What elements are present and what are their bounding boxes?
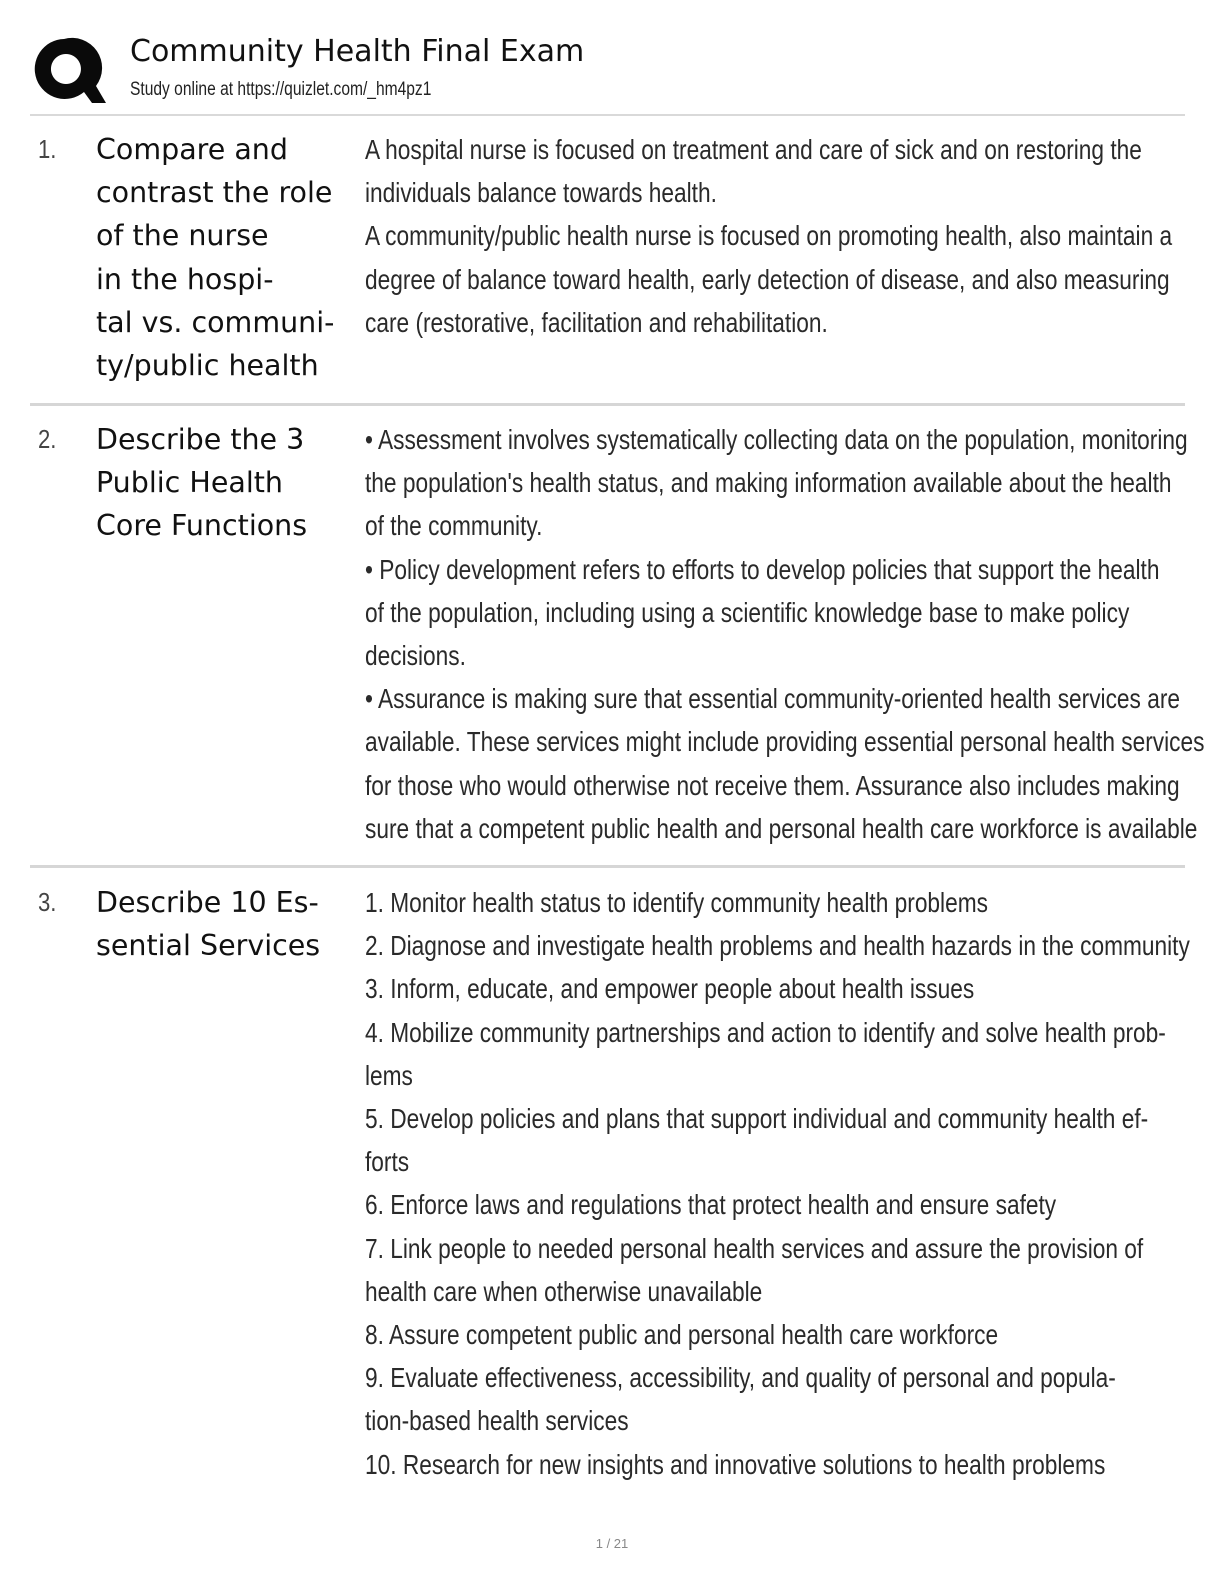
flashcard-3 [30, 881, 1190, 1491]
term-line: ty/public health [96, 349, 319, 383]
card-number: 3. [38, 887, 57, 917]
definition-line: of the community. [365, 510, 543, 542]
term-line: sential Services [96, 929, 321, 963]
definition-line: tion-based health services [365, 1405, 629, 1437]
term-line: in the hospi- [96, 262, 274, 296]
term-line: contrast the role [96, 176, 333, 210]
card-term [96, 881, 348, 967]
definition-line: 4. Mobilize community partnerships and action to identify and solve health prob- [365, 1016, 1166, 1048]
definition-line: 8. Assure competent public and personal health care workforce [365, 1319, 999, 1351]
definition-line: forts [365, 1146, 410, 1178]
definition-line: sure that a competent public health and personal health care workforce is available [365, 812, 1198, 844]
flashcard-1 [30, 128, 1185, 406]
page-header [30, 28, 1185, 116]
definition-line: lems [365, 1059, 413, 1091]
flashcard-2 [30, 418, 1205, 868]
definition-line: 5. Develop policies and plans that support individual and community health ef- [365, 1103, 1149, 1135]
term-line: Compare and [96, 133, 288, 166]
term-line: of the nurse [96, 219, 269, 253]
page-indicator: 1 / 21 [595, 1536, 629, 1551]
definition-line: A hospital nurse is focused on treatment and care of sick and on restoring the [365, 134, 1142, 165]
definition-line: available. These services might include providing essential personal health services [365, 726, 1205, 758]
term-line: tal vs. communi- [96, 305, 335, 339]
definition-line: 2. Diagnose and investigate health problems and health hazards in the community [365, 930, 1190, 962]
definition-line: 6. Enforce laws and regulations that protect health and ensure safety [365, 1189, 1057, 1221]
definition-line: health care when otherwise unavailable [365, 1275, 763, 1307]
study-online-link[interactable]: Study online at https://quizlet.com/_hm4pz1 [130, 79, 432, 100]
definition-line: decisions. [365, 640, 466, 672]
card-definition [365, 881, 1190, 1486]
definition-line: the population's health status, and making information available about the health [365, 467, 1172, 499]
page-title: Community Health Final Exam [130, 34, 585, 69]
definition-line: 10. Research for new insights and innovative solutions to health problems [365, 1448, 1106, 1480]
definition-line: degree of balance toward health, early detection of disease, and also measuring [365, 263, 1170, 295]
definition-line: 1. Monitor health status to identify community health problems [365, 887, 988, 918]
definition-line: • Assurance is making sure that essential community-oriented health services are [365, 683, 1180, 715]
term-line: Public Health [96, 466, 283, 500]
definition-line: 3. Inform, educate, and empower people about health issues [365, 973, 975, 1005]
definition-line: A community/public health nurse is focused on promoting health, also maintain a [365, 220, 1173, 252]
term-line: Describe 10 Es- [96, 886, 319, 919]
card-definition [365, 418, 1205, 850]
definition-line: 9. Evaluate effectiveness, accessibility, and quality of personal and popula- [365, 1362, 1116, 1394]
term-line: Describe the 3 [96, 423, 305, 456]
term-line: Core Functions [96, 509, 308, 543]
card-number: 1. [38, 134, 57, 164]
card-number: 2. [38, 424, 57, 454]
definition-line: • Policy development refers to efforts to develop policies that support the health [365, 553, 1160, 585]
definition-line: individuals balance towards health. [365, 177, 717, 209]
card-term [96, 128, 348, 387]
definition-line: of the population, including using a scientific knowledge base to make policy [365, 596, 1130, 628]
definition-line: 7. Link people to needed personal health services and assure the provision of [365, 1232, 1144, 1264]
card-definition [365, 128, 1173, 344]
quizlet-q-logo-icon [30, 31, 110, 111]
definition-line: care (restorative, facilitation and rehabilitation. [365, 306, 828, 338]
definition-line: • Assessment involves systematically collecting data on the population, monitoring [365, 424, 1188, 455]
definition-line: for those who would otherwise not receive them. Assurance also includes making [365, 769, 1180, 801]
card-term [96, 418, 348, 548]
